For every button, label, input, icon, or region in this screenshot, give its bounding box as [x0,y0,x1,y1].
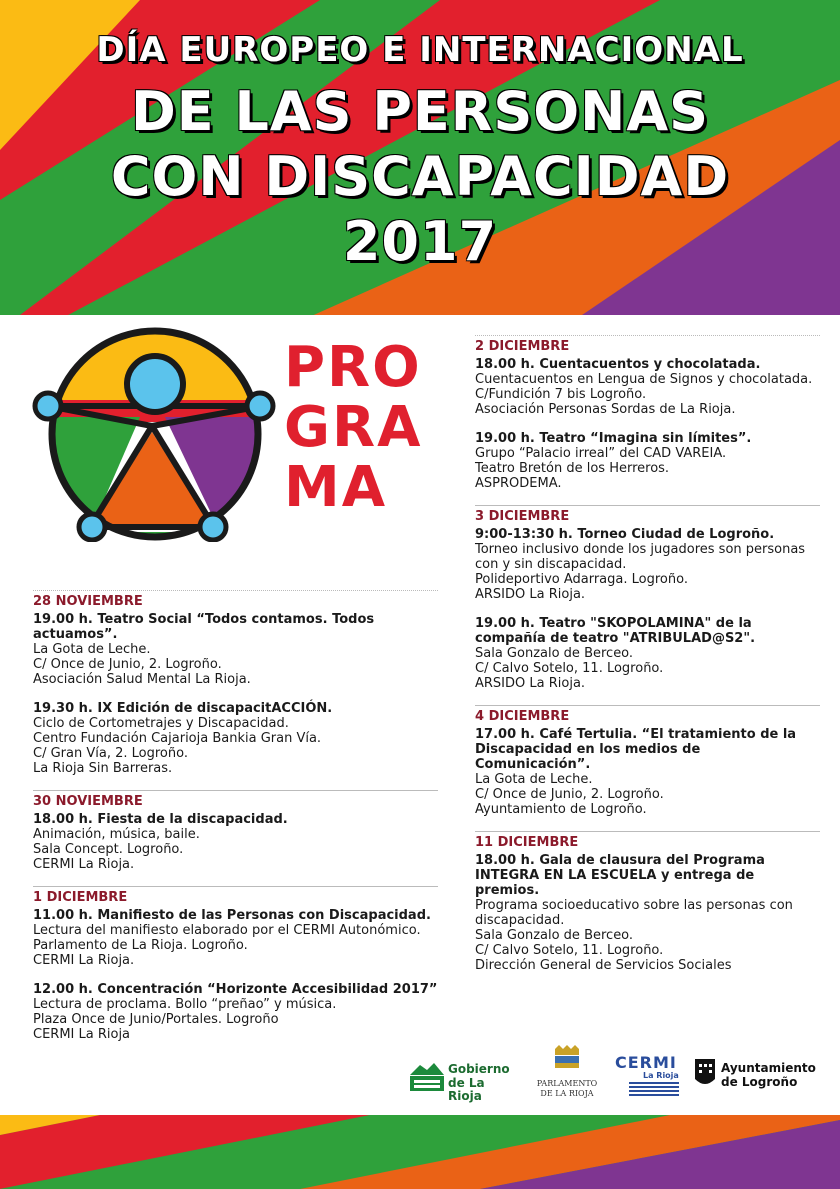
event-item [475,616,820,691]
programa-line-3: MA [284,455,388,520]
event-detail: Torneo inclusivo donde los jugadores son personas con y sin discapacidad. [475,542,806,572]
event-detail: CERMI La Rioja. [33,953,135,968]
event-detail: C/ Gran Vía, 2. Logroño. [33,746,188,761]
schedule-right-column [475,335,820,987]
event-detail: Ayuntamiento de Logroño. [475,802,647,817]
event-detail: C/ Once de Junio, 2. Logroño. [475,787,664,802]
event-detail: Animación, música, baile. [33,827,200,842]
event-detail: Lectura del manifiesto elaborado por el CERMI Autonómico. [33,923,421,938]
ayuntamiento-line-1: Ayuntamiento [721,1061,816,1075]
emblem-icon [30,322,280,542]
gobierno-la-rioja-logo [410,1059,520,1103]
parlamento-la-rioja-logo [532,1045,602,1105]
event-item [475,431,820,491]
ayuntamiento-logrono-logo [695,1059,830,1099]
programa-line-2: GRA [284,395,423,460]
cermi-sub: La Rioja [643,1071,679,1080]
event-title: 19.00 h. Teatro “Imagina sin límites”. [475,431,752,446]
event-detail: Grupo “Palacio irreal” del CAD VAREIA. [475,446,727,461]
event-item [475,357,820,417]
event-item [33,701,438,776]
event-item [33,812,438,872]
event-detail: Parlamento de La Rioja. Logroño. [33,938,248,953]
event-title: 19.30 h. IX Edición de discapacitACCIÓN. [33,701,333,716]
event-title: 11.00 h. Manifiesto de las Personas con Discapacidad. [33,908,431,923]
event-detail: Ciclo de Cortometrajes y Discapacidad. [33,716,289,731]
event-detail: Teatro Bretón de los Herreros. [475,461,670,476]
event-detail: Sala Concept. Logroño. [33,842,184,857]
event-item [33,982,438,1042]
sponsor-logos [410,1045,830,1110]
event-detail: C/ Calvo Sotelo, 11. Logroño. [475,943,664,958]
cermi-logo [615,1053,685,1103]
event-detail: C/ Calvo Sotelo, 11. Logroño. [475,661,664,676]
event-detail: C/ Once de Junio, 2. Logroño. [33,657,222,672]
event-detail: CERMI La Rioja. [33,857,135,872]
event-detail: Sala Gonzalo de Berceo. [475,928,634,943]
gobierno-emblem-icon [410,1061,444,1091]
title-line-2: DE LAS PERSONAS [130,80,710,143]
cermi-text: CERMI [615,1053,677,1072]
gobierno-line-2: de La Rioja [448,1076,485,1103]
parlamento-crest-icon [549,1045,585,1073]
event-item [475,727,820,817]
date-heading: 4 DICIEMBRE [475,705,820,724]
event-title: 19.00 h. Teatro Social “Todos contamos. Todos actuamos”. [33,612,375,642]
date-heading: 11 DICIEMBRE [475,831,820,850]
gobierno-line-1: Gobierno [448,1062,510,1076]
event-detail: ASPRODEMA. [475,476,562,491]
event-item [475,853,820,973]
event-item [33,908,438,968]
event-item [33,612,438,687]
event-detail: Plaza Once de Junio/Portales. Logroño [33,1012,279,1027]
date-heading: 3 DICIEMBRE [475,505,820,524]
event-title: 12.00 h. Concentración “Horizonte Accesibilidad 2017” [33,982,438,997]
programa-line-1: PRO [284,335,422,400]
event-title: 18.00 h. Gala de clausura del Programa INTEGRA EN LA ESCUELA y entrega de premios. [475,853,765,898]
parlamento-line-1: PARLAMENTO [536,1079,598,1088]
event-detail: Asociación Personas Sordas de La Rioja. [475,402,736,417]
title-year: 2017 [342,210,498,273]
event-title: 17.00 h. Café Tertulia. “El tratamiento de la Discapacidad en los medios de Comunicación”. [475,727,797,772]
event-detail: Dirección General de Servicios Sociales [475,958,732,973]
schedule-left-column [33,590,438,1056]
event-detail: La Gota de Leche. [475,772,593,787]
event-detail: CERMI La Rioja [33,1027,131,1042]
ayuntamiento-shield-icon [695,1059,715,1089]
ayuntamiento-line-2: de Logroño [721,1075,798,1089]
event-title: 19.00 h. Teatro "SKOPOLAMINA" de la compañía de teatro "ATRIBULAD@S2". [475,616,756,646]
event-detail: La Rioja Sin Barreras. [33,761,173,776]
event-item [475,527,820,602]
date-heading: 30 NOVIEMBRE [33,790,438,809]
event-detail: Sala Gonzalo de Berceo. [475,646,634,661]
date-heading: 1 DICIEMBRE [33,886,438,905]
event-title: 18.00 h. Cuentacuentos y chocolatada. [475,357,761,372]
event-detail: ARSIDO La Rioja. [475,587,586,602]
title-line-3: CON DISCAPACIDAD [110,145,730,208]
event-detail: La Gota de Leche. [33,642,151,657]
event-detail: C/Fundición 7 bis Logroño. [475,387,647,402]
programa-heading [284,335,423,520]
event-detail: ARSIDO La Rioja. [475,676,586,691]
event-detail: Lectura de proclama. Bollo “preñao” y música. [33,997,337,1012]
event-detail: Programa socioeducativo sobre las personas con discapacidad. [475,898,793,928]
event-title: 18.00 h. Fiesta de la discapacidad. [33,812,288,827]
event-detail: Asociación Salud Mental La Rioja. [33,672,251,687]
date-heading: 2 DICIEMBRE [475,335,820,354]
event-detail: Centro Fundación Cajarioja Bankia Gran Vía. [33,731,322,746]
title-line-1: DÍA EUROPEO E INTERNACIONAL [96,30,744,70]
date-heading: 28 NOVIEMBRE [33,590,438,609]
event-detail: Cuentacuentos en Lengua de Signos y chocolatada. [475,372,813,387]
event-title: 9:00-13:30 h. Torneo Ciudad de Logroño. [475,527,775,542]
event-detail: Polideportivo Adarraga. Logroño. [475,572,688,587]
parlamento-line-2: DE LA RIOJA [540,1089,594,1098]
